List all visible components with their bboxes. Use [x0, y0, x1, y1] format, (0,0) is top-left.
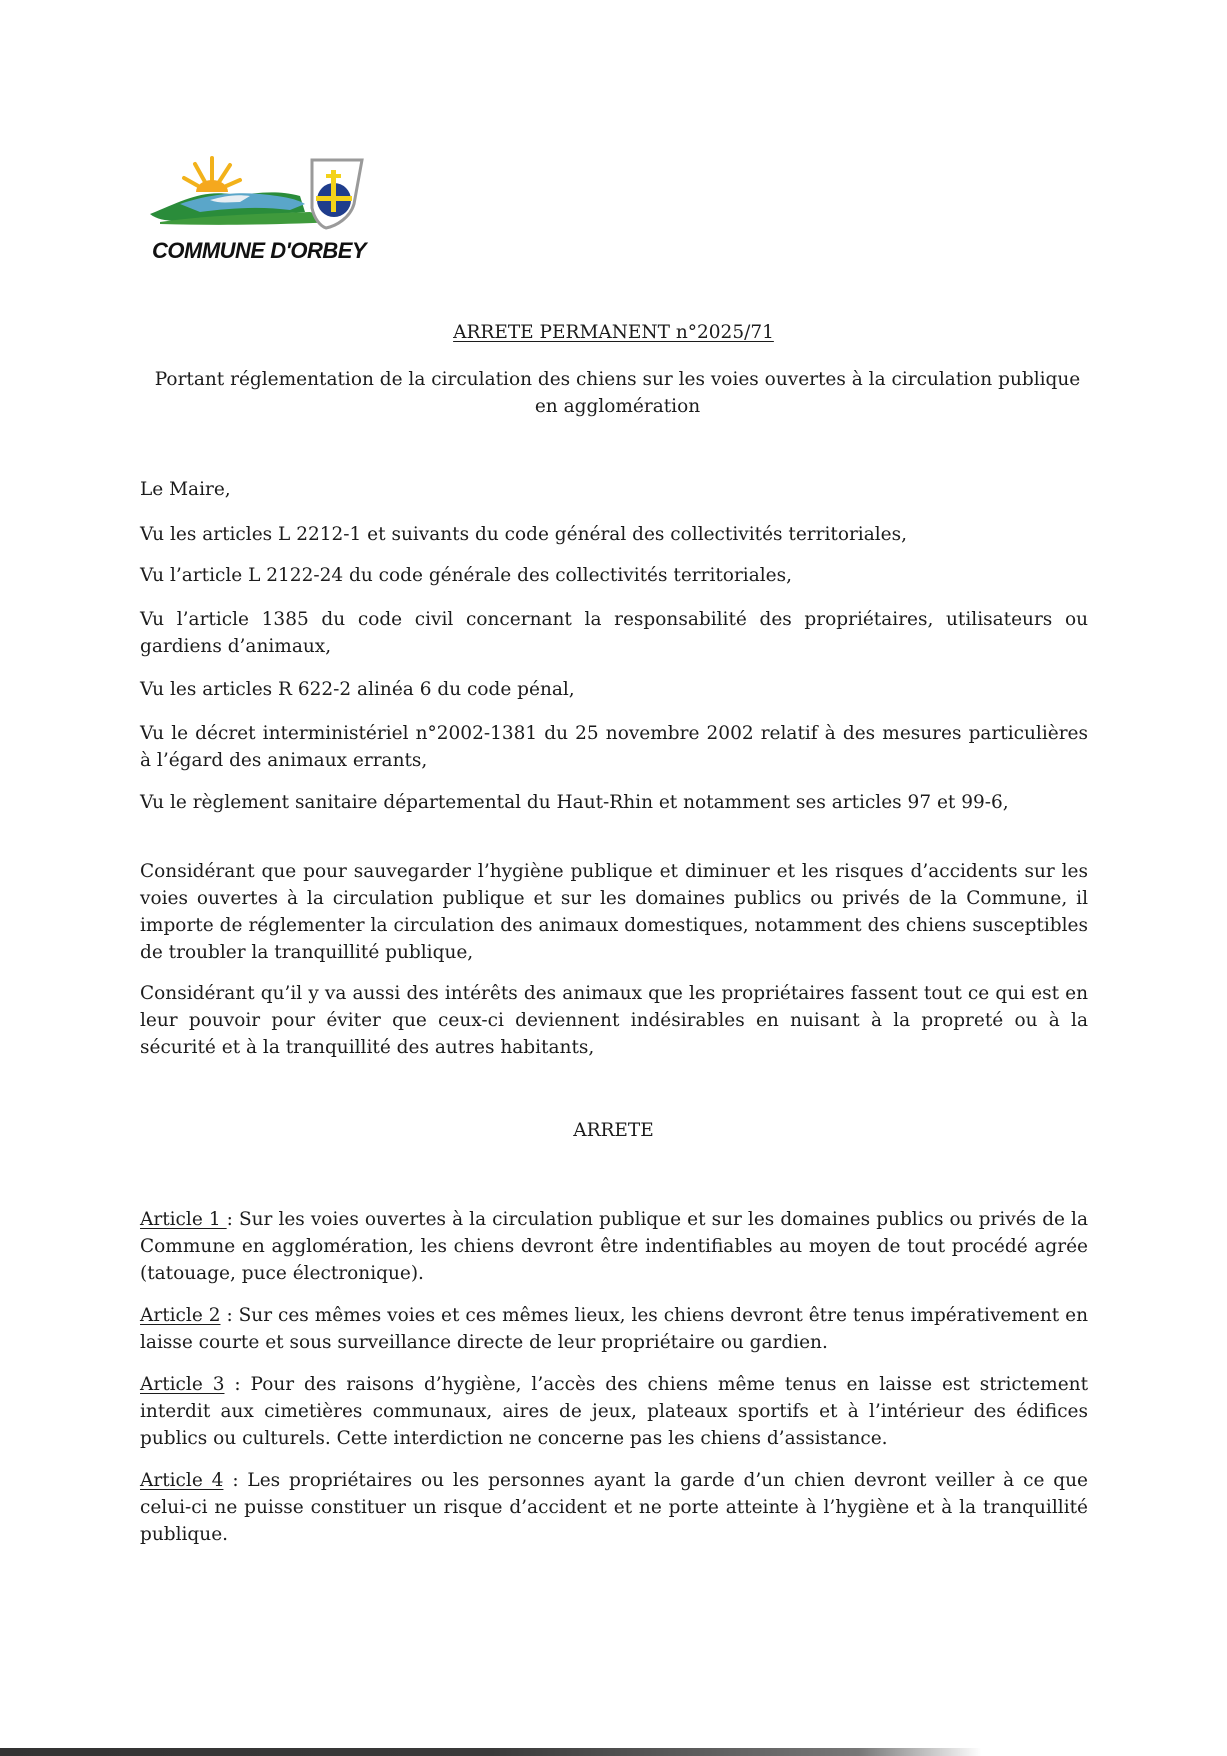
article-text: : Pour des raisons d’hygiène, l’accès des chiens même tenus en laisse est strictement interdit aux cimetières communaux, aires de jeux, plateaux sportifs et à l’intérieur des édifices publics ou culturels. Cette interdiction ne concerne pas les chiens d’assistance.: [140, 1374, 1088, 1449]
article-label: Article 1: [140, 1209, 227, 1230]
commune-logo: [140, 152, 380, 262]
visa-paragraph: Vu l’article 1385 du code civil concernant la responsabilité des propriétaires, utilisateurs ou gardiens d’animaux,: [140, 609, 1088, 657]
article-2: [140, 1302, 1088, 1356]
article-text: : Sur ces mêmes voies et ces mêmes lieux, les chiens devront être tenus impérativement en laisse courte et sous surveillance directe de leur propriétaire ou gardien.: [140, 1305, 1089, 1353]
decision-heading: ARRETE: [573, 1120, 654, 1141]
article-label: Article 4: [140, 1470, 224, 1491]
article-1: [140, 1206, 1088, 1287]
article-text: : Sur les voies ouvertes à la circulation publique et sur les domaines publics ou privés de la Commune en agglomération, les chiens devront être indentifiables au moyen de tout procédé agrée (tatouage, puce électronique).: [140, 1209, 1089, 1284]
orbey-logo-icon: [140, 152, 380, 242]
page-subtitle: Portant réglementation de la circulation des chiens sur les voies ouvertes à la circulation publique en agglomération: [154, 369, 1081, 417]
article-label: Article 2: [140, 1305, 221, 1326]
article-text: : Les propriétaires ou les personnes ayant la garde d’un chien devront veiller à ce que celui-ci ne puisse constituer un risque d’accident et ne porte atteinte à l’hygiène et à la tranquillité publique.: [140, 1470, 1088, 1545]
visa-paragraph: Vu les articles L 2212-1 et suivants du code général des collectivités territoriales,: [140, 524, 907, 545]
commune-name: COMMUNE D'ORBEY: [152, 238, 367, 263]
article-4: [140, 1467, 1088, 1548]
page-title: ARRETE PERMANENT n°2025/71: [453, 322, 774, 343]
article-3: [140, 1371, 1088, 1452]
article-label: Article 3: [140, 1374, 225, 1395]
considerant-paragraph: Considérant que pour sauvegarder l’hygiène publique et diminuer et les risques d’accidents sur les voies ouvertes à la circulation publique et sur les domaines publics ou privés de la Commune, il importe de réglementer la circulation des animaux domestiques, notamment des chiens susceptibles de troubler la tranquillité publique,: [140, 861, 1088, 963]
visa-paragraph: Vu le règlement sanitaire départemental du Haut-Rhin et notamment ses articles 97 et 99-6,: [140, 792, 1009, 813]
visa-paragraph: Vu l’article L 2122-24 du code générale des collectivités territoriales,: [140, 565, 792, 586]
visa-paragraph: Vu le décret interministériel n°2002-1381 du 25 novembre 2002 relatif à des mesures particulières à l’égard des animaux errants,: [140, 723, 1088, 771]
scan-bottom-edge: [0, 1748, 1227, 1756]
visa-paragraph: Vu les articles R 622-2 alinéa 6 du code pénal,: [140, 679, 575, 700]
considerant-paragraph: Considérant qu’il y va aussi des intérêts des animaux que les propriétaires fassent tout ce qui est en leur pouvoir pour éviter que ceux-ci deviennent indésirables en nuisant à la propreté ou à la sécurité et à la tranquillité des autres habitants,: [140, 983, 1088, 1058]
opening-line: Le Maire,: [140, 479, 231, 500]
